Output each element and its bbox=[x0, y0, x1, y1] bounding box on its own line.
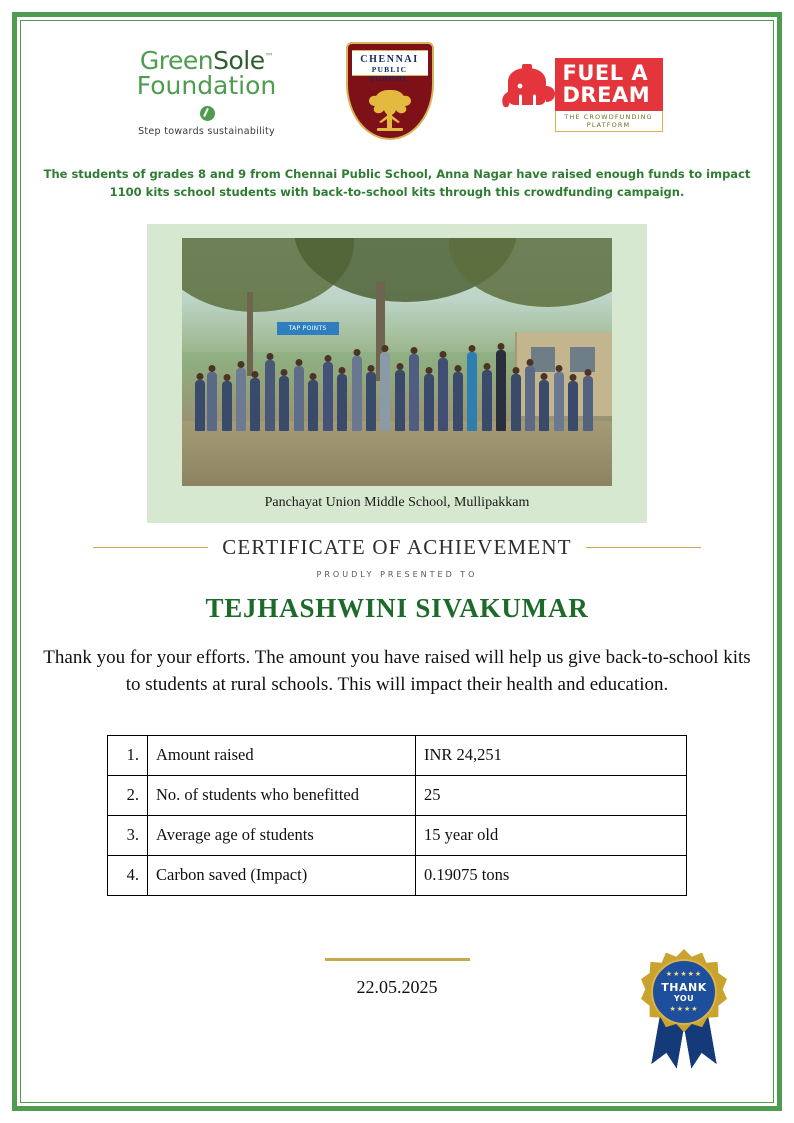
row-label: Carbon saved (Impact) bbox=[148, 855, 416, 895]
greensole-word-sole: Sole bbox=[213, 45, 265, 75]
table-row bbox=[108, 775, 687, 815]
fuel-a-dream-line-2: DREAM bbox=[562, 83, 651, 107]
seal-thank-text: THANK bbox=[661, 981, 707, 994]
row-label: Average age of students bbox=[148, 815, 416, 855]
greensole-word-foundation: Foundation bbox=[136, 70, 277, 100]
fuel-a-dream-logo bbox=[498, 54, 663, 130]
intro-paragraph: The students of grades 8 and 9 from Chennai Public School, Anna Nagar have raised enough funds to impact 1100 kits school students with back-to-school kits through this crowdfunding campaign. bbox=[43, 167, 751, 199]
certificate-title: CERTIFICATE OF ACHIEVEMENT bbox=[222, 534, 572, 559]
fuel-a-dream-tagline: THE CROWDFUNDING PLATFORM bbox=[555, 111, 663, 132]
seal-icon bbox=[641, 949, 727, 1035]
greensole-tagline: Step towards sustainability bbox=[138, 125, 275, 137]
issue-date: 22.05.2025 bbox=[356, 976, 438, 997]
row-number: 4. bbox=[108, 855, 148, 895]
fuel-a-dream-line-1: FUEL A bbox=[562, 61, 649, 85]
trademark-icon: ™ bbox=[264, 52, 274, 63]
photo-banner-text: TAP POINTS bbox=[277, 322, 339, 335]
certificate-content bbox=[30, 30, 764, 1093]
recipient-name: TEJHASHWINI SIVAKUMAR bbox=[205, 592, 589, 623]
photo-panel bbox=[147, 224, 647, 523]
leaf-icon bbox=[200, 106, 215, 121]
campaign-photo bbox=[182, 238, 612, 486]
photo-students-group bbox=[191, 332, 604, 431]
table-row bbox=[108, 815, 687, 855]
row-number: 2. bbox=[108, 775, 148, 815]
crest-shield-icon bbox=[346, 42, 434, 140]
row-number: 1. bbox=[108, 735, 148, 775]
logo-row bbox=[30, 30, 764, 140]
table-row bbox=[108, 855, 687, 895]
row-value: 0.19075 tons bbox=[416, 855, 687, 895]
seal-stars-top: ★★★★★ bbox=[665, 970, 703, 978]
row-label: Amount raised bbox=[148, 735, 416, 775]
date-divider bbox=[325, 958, 470, 961]
chennai-public-school-logo bbox=[342, 42, 438, 142]
elephant-icon bbox=[498, 62, 560, 120]
tree-icon bbox=[359, 80, 421, 138]
seal-you-text: YOU bbox=[673, 994, 695, 1003]
greensole-word-green: Green bbox=[139, 45, 214, 75]
crest-line-2: PUBLIC SCHOOL bbox=[369, 65, 410, 83]
crest-line-1: CHENNAI bbox=[360, 54, 419, 65]
row-value: 25 bbox=[416, 775, 687, 815]
row-label: No. of students who benefitted bbox=[148, 775, 416, 815]
row-value: INR 24,251 bbox=[416, 735, 687, 775]
green-sole-foundation-logo bbox=[132, 45, 282, 137]
seal-stars-bottom: ★★★★ bbox=[669, 1005, 699, 1013]
title-rule-left bbox=[93, 547, 208, 548]
row-number: 3. bbox=[108, 815, 148, 855]
thank-you-badge bbox=[632, 947, 736, 1071]
photo-caption: Panchayat Union Middle School, Mullipakkam bbox=[264, 494, 530, 510]
row-value: 15 year old bbox=[416, 815, 687, 855]
presented-to-label: PROUDLY PRESENTED TO bbox=[316, 569, 478, 579]
title-rule-right bbox=[586, 547, 701, 548]
certificate-message: Thank you for your efforts. The amount you have raised will help us give back-to-school kits to students at rural schools. This will impact their health and education. bbox=[43, 646, 751, 696]
certificate-title-row bbox=[30, 535, 764, 560]
impact-table bbox=[107, 735, 687, 896]
table-row bbox=[108, 735, 687, 775]
